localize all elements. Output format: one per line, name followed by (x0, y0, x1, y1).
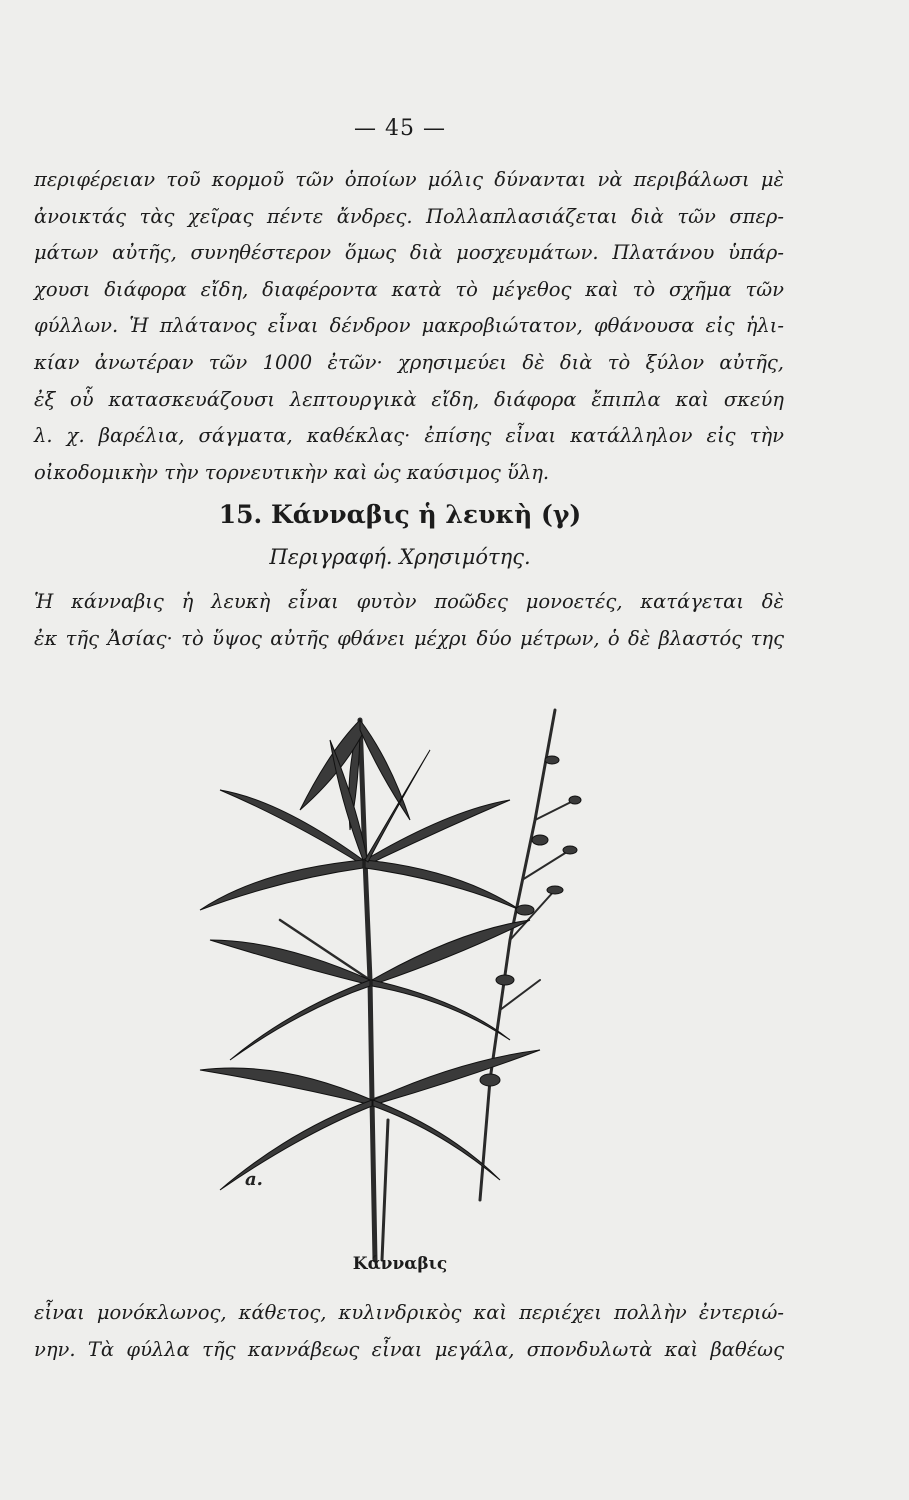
paragraph-platanus (34, 162, 784, 491)
figure-label: a. (245, 1169, 263, 1190)
section-subheading: Περιγραφή. Χρησιμότης. (269, 545, 531, 569)
figure-caption: Κάνναβις (352, 1254, 448, 1274)
text-line: ἐξ οὗ κατασκευάζουσι λεπτουργικὰ εἴδη, διάφορα ἔπιπλα καὶ σκεύη (34, 387, 784, 411)
paragraph-cannabis-stem (34, 1295, 784, 1368)
page-number: — 45 — (354, 116, 446, 141)
text-line: Ἡ κάνναβις ἡ λευκὴ εἶναι φυτὸν ποῶδες μονοετές, κατάγεται δὲ (34, 590, 784, 613)
text-line: ἀνοικτάς τὰς χεῖρας πέντε ἄνδρες. Πολλαπλασιάζεται διὰ τῶν σπερ- (34, 204, 784, 228)
paragraph-cannabis-intro (34, 584, 784, 657)
text-line: οἰκοδομικὴν τὴν τορνευτικὴν καὶ ὡς καύσιμος ὕλη. (34, 460, 550, 484)
text-line: νην. Τὰ φύλλα τῆς καννάβεως εἶναι μεγάλα, σπονδυλωτὰ καὶ βαθέως (34, 1337, 784, 1361)
cannabis-illustration (160, 680, 630, 1270)
text-line: περιφέρειαν τοῦ κορμοῦ τῶν ὁποίων μόλις δύνανται νὰ περιβάλωσι μὲ (34, 168, 784, 191)
text-line: λ. χ. βαρέλια, σάγματα, καθέκλας· ἐπίσης εἶναι κατάλληλον εἰς τὴν (34, 424, 784, 448)
text-line: κίαν ἀνωτέραν τῶν 1000 ἐτῶν· χρησιμεύει δὲ διὰ τὸ ξύλον αὐτῆς, (34, 350, 784, 374)
text-line: ἐκ τῆς Ἀσίας· τὸ ὕψος αὐτῆς φθάνει μέχρι δύο μέτρων, ὁ δὲ βλαστός της (34, 626, 784, 650)
text-line: μάτων αὐτῆς, συνηθέστερον ὅμως διὰ μοσχευμάτων. Πλατάνου ὑπάρ- (34, 241, 784, 265)
text-line: εἶναι μονόκλωνος, κάθετος, κυλινδρικὸς καὶ περιέχει πολλὴν ἐντεριώ- (34, 1301, 784, 1324)
text-line: φύλλων. Ἡ πλάτανος εἶναι δένδρον μακροβιώτατον, φθάνουσα εἰς ἡλι- (34, 314, 784, 338)
text-line: χουσι διάφορα εἴδη, διαφέροντα κατὰ τὸ μέγεθος καὶ τὸ σχῆμα τῶν (34, 277, 784, 301)
section-heading: 15. Κάνναβις ἡ λευκὴ (γ) (218, 500, 582, 529)
